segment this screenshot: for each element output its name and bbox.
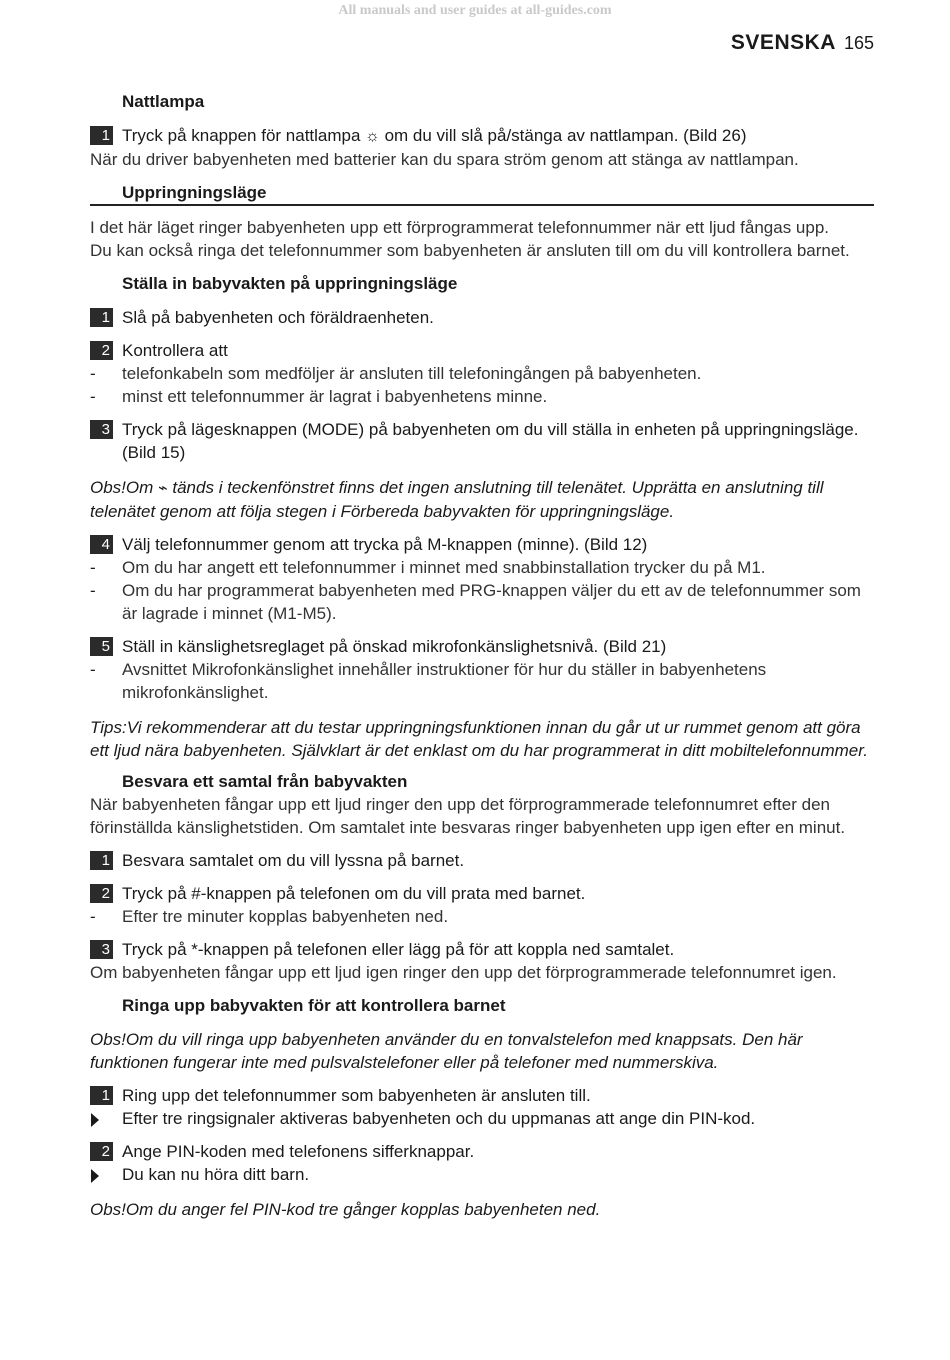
step-text: Välj telefonnummer genom att trycka på M-knappen (minne). (Bild 12) <box>122 535 648 554</box>
step-number: 2 <box>90 1142 113 1161</box>
section-title-besvara: Besvara ett samtal från babyvakten <box>122 772 408 791</box>
step-nattlampa-1 <box>90 124 874 148</box>
paragraph: När babyenheten fångar upp ett ljud ringer den upp det förprogrammerade telefonnumret efter den förinställda känslighetstiden. Om samtalet inte besvaras ringer babyenheten upp igen efter en minut. <box>90 795 846 837</box>
step-text: Ange PIN-koden med telefonens sifferknappar. <box>122 1142 475 1161</box>
step-number: 1 <box>90 1086 113 1105</box>
note: Obs!Om du anger fel PIN-kod tre gånger kopplas babyenheten ned. <box>90 1200 601 1219</box>
step-stalla-5 <box>90 635 874 658</box>
step-number: 3 <box>90 940 113 959</box>
note: Obs!Om ⌁ tänds i teckenfönstret finns det ingen anslutning till telenätet. Upprätta en anslutning till telenätet genom att följa stegen i Förbereda babyvakten för uppringningsläge. <box>90 478 824 521</box>
paragraph: När du driver babyenheten med batterier kan du spara ström genom att stänga av nattlampan. <box>90 150 799 169</box>
step-number: 4 <box>90 535 113 554</box>
step-text: Besvara samtalet om du vill lyssna på barnet. <box>122 851 465 870</box>
result-item: Efter tre ringsignaler aktiveras babyenheten och du uppmanas att ange din PIN-kod. <box>90 1107 874 1130</box>
step-text: Tryck på #-knappen på telefonen om du vill prata med barnet. <box>122 884 586 903</box>
language-label: SVENSKA <box>730 31 836 54</box>
paragraph: Du kan också ringa det telefonnummer som babyenheten är ansluten till om du vill kontrollera barnet. <box>90 241 850 260</box>
step-stalla-3 <box>90 418 874 464</box>
step-text: Tryck på knappen för nattlampa <box>122 126 366 145</box>
section-title-uppringningslage: Uppringningsläge <box>90 181 874 206</box>
step-text: Ställ in känslighetsreglaget på önskad mikrofonkänslighetsnivå. (Bild 21) <box>122 637 667 656</box>
result-arrow-icon <box>91 1169 99 1183</box>
step-stalla-4 <box>90 533 874 556</box>
paragraph: I det här läget ringer babyenheten upp ett förprogrammerat telefonnummer när ett ljud fångas upp. <box>90 218 830 237</box>
step-number: 2 <box>90 884 113 903</box>
section-title-stalla-in: Ställa in babyvakten på uppringningsläge <box>122 274 458 293</box>
step-number: 5 <box>90 637 113 656</box>
step-text: Kontrollera att <box>122 341 228 360</box>
night-light-icon: ☼ <box>365 128 380 145</box>
note: Obs!Om du vill ringa upp babyenheten använder du en tonvalstelefon med knappsats. Den här funktionen fungerar inte med pulsvalstelefoner eller på telefoner med nummerskiva. <box>90 1030 803 1072</box>
result-item: Du kan nu höra ditt barn. <box>90 1163 874 1186</box>
step-besvara-3 <box>90 938 874 961</box>
paragraph: Om babyenheten fångar upp ett ljud igen ringer den upp det förprogrammerade telefonnumret igen. <box>90 963 837 982</box>
result-arrow-icon <box>91 1113 99 1127</box>
step-stalla-2 <box>90 339 874 362</box>
list-item: - Om du har angett ett telefonnummer i minnet med snabbinstallation trycker du på M1. <box>90 558 766 577</box>
step-text: Tryck på *-knappen på telefonen eller lägg på för att koppla ned samtalet. <box>122 940 675 959</box>
step-number: 3 <box>90 420 113 439</box>
step-number: 1 <box>90 126 113 145</box>
section-title-ringa-upp: Ringa upp babyvakten för att kontrollera barnet <box>122 996 506 1015</box>
watermark: All manuals and user guides at all-guides.com <box>338 3 612 18</box>
step-besvara-2 <box>90 882 874 905</box>
step-number: 2 <box>90 341 113 360</box>
step-text: Ring upp det telefonnummer som babyenheten är ansluten till. <box>122 1086 591 1105</box>
step-ringa-2 <box>90 1140 874 1163</box>
list-item: - minst ett telefonnummer är lagrat i babyenhetens minne. <box>90 387 548 406</box>
step-text-cont: om du vill slå på/stänga av nattlampan. (Bild 26) <box>379 126 747 145</box>
page-number: 165 <box>843 33 874 53</box>
tip: Tips:Vi rekommenderar att du testar uppringningsfunktionen innan du går ut ur rummet genom att göra ett ljud nära babyenheten. Självklart är det enklast om du har programmerat in ditt mobiltelefonnummer. <box>90 718 868 760</box>
list-item: - Efter tre minuter kopplas babyenheten ned. <box>90 907 449 926</box>
page-header <box>731 31 874 55</box>
step-besvara-1 <box>90 849 874 872</box>
step-stalla-1 <box>90 306 874 329</box>
step-ringa-1 <box>90 1084 874 1107</box>
step-text: Slå på babyenheten och föräldraenheten. <box>122 308 434 327</box>
step-text: Tryck på lägesknappen (MODE) på babyenheten om du vill ställa in enheten på uppringningsläge. (Bild 15) <box>122 420 859 462</box>
step-number: 1 <box>90 308 113 327</box>
section-title-nattlampa: Nattlampa <box>122 92 205 111</box>
list-item: - Om du har programmerat babyenheten med PRG-knappen väljer du ett av de telefonnummer som är lagrade i minnet (M1-M5). <box>90 581 861 623</box>
list-item: - Avsnittet Mikrofonkänslighet innehåller instruktioner för hur du ställer in babyenhetens mikrofonkänslighet. <box>90 660 767 702</box>
no-connection-icon: ⌁ <box>158 480 168 497</box>
step-number: 1 <box>90 851 113 870</box>
list-item: - telefonkabeln som medföljer är ansluten till telefoningången på babyenheten. <box>90 364 702 383</box>
page-content <box>90 90 874 1221</box>
